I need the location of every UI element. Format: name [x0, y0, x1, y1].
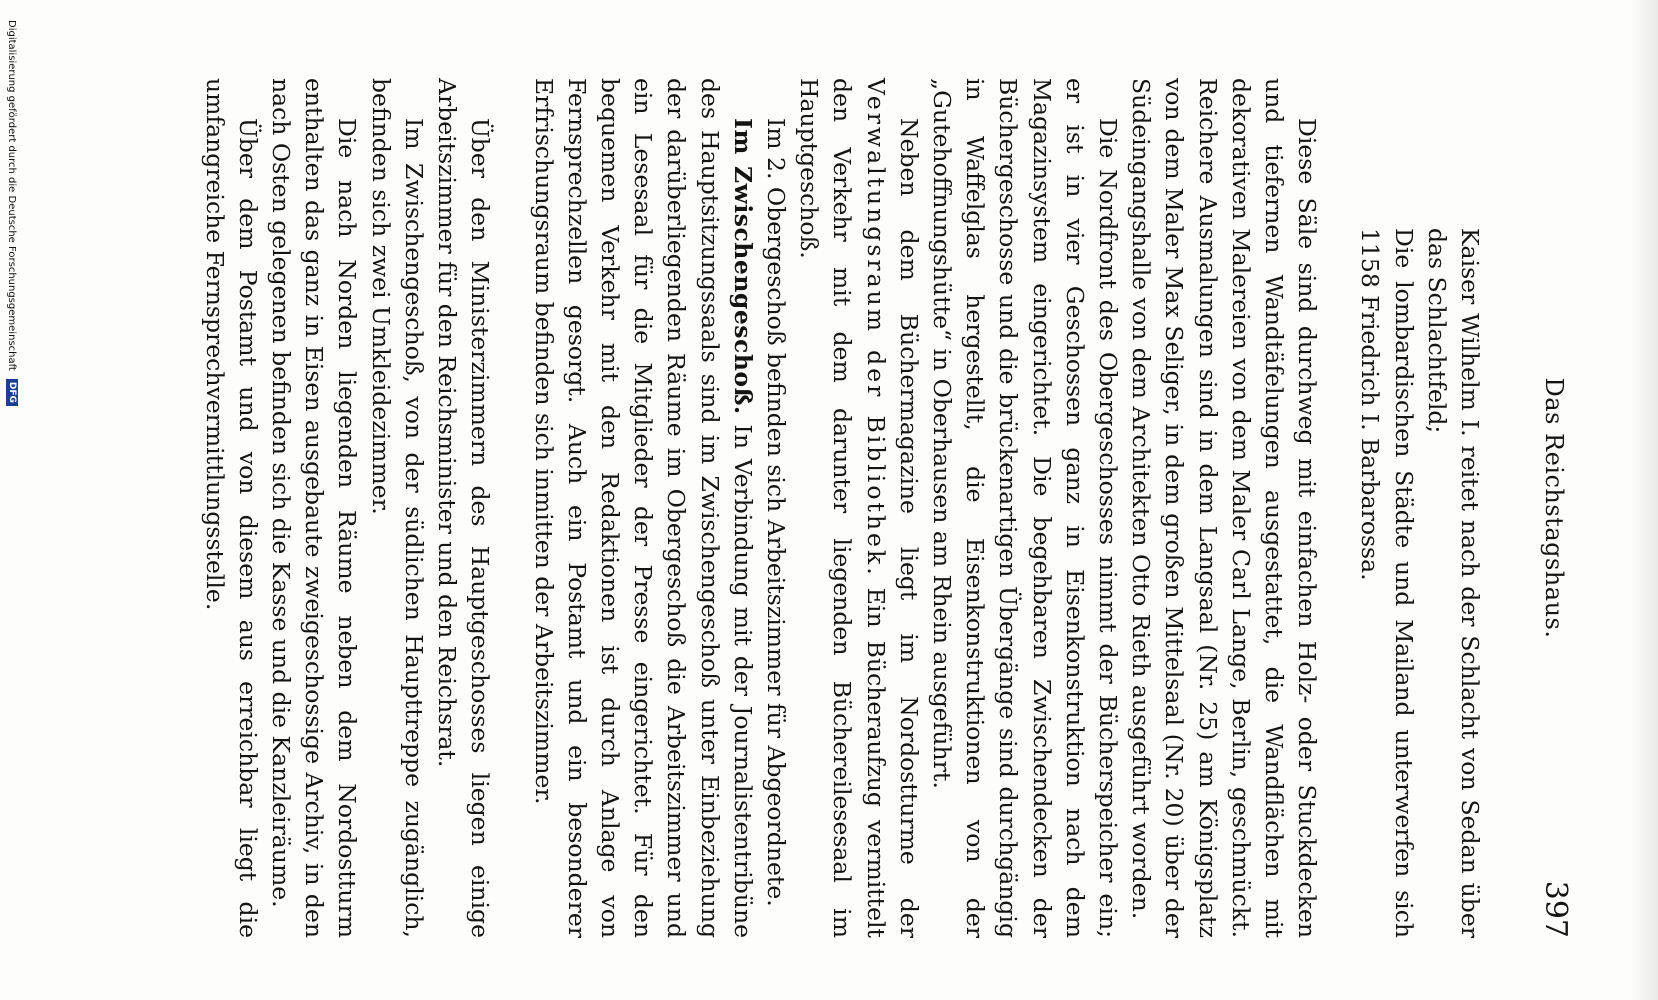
paragraph-saele: Diese Säle sind durchweg mit einfachen Holz- oder Stuckdecken und tiefernen Wandtäfelungen ausgestattet, die Wandflächen mit dekorativen Malereien von dem Maler Carl Lange, Berlin, geschmückt. Reichere Ausmalungen sind in dem Langsaal (Nr. 25) am Königsplatz von dem Maler Max Seliger, in dem großen Mittelsaal (Nr. 20) über der Südeingangshalle von dem Architekten Otto Rieth ausgeführt worden. — [1127, 78, 1322, 938]
paragraph-text: In Verbindung mit der Journalistentribüne des Hauptsitzungssaals sind im Zwischengeschoß unter Einbeziehung der darüberliegenden Räume im Obergeschoß die Arbeitszimmer und ein Lesesaal für die Mitglieder der Presse eingerichtet. Für den bequemen Verkehr mit den Redaktionen ist durch Anlage von Fernsprechzellen gesorgt. Auch ein Postamt und ein besonderer Erfrischungsraum befinden sich inmitten der Arbeitszimmer. — [529, 78, 757, 939]
dfg-logo: DFG — [6, 379, 18, 406]
list-item: Kaiser Wilhelm I. reitet nach der Schlacht von Sedan über das Schlachtfeld; — [1422, 228, 1484, 938]
page-content — [197, 78, 1572, 938]
section-heading: Im Zwischengeschoß. — [728, 118, 757, 415]
paragraph-text: Neben dem Büchermagazine liegt im Nordostturme der — [894, 118, 923, 938]
painting-list — [1353, 228, 1486, 938]
running-header — [1516, 78, 1572, 938]
paragraph-verwaltungsraum — [792, 78, 925, 938]
paragraph-text: . Ein Bücheraufzug vermittelt den Verkehr mit dem darunter liegenden Büchereilesesaal im Hauptgeschoß. — [795, 78, 890, 938]
paragraph-ministerzimmer: Über den Ministerzimmern des Hauptgeschosses liegen einige Arbeitszimmer für den Reichsminister und den Reichsrat. — [433, 78, 495, 938]
list-item: Die lombardischen Städte und Mailand unterwerfen sich 1158 Friedrich I. Barbarossa. — [1356, 228, 1418, 938]
spaced-term: Verwaltungsraum der Bibliothek — [861, 78, 890, 568]
paragraph-obergeschoss: Im 2. Obergeschoß befinden sich Arbeitszimmer für Abgeordnete. — [761, 118, 790, 907]
scan-edge-shadow — [1630, 0, 1658, 1000]
paragraph-fernsprech: Über dem Postamt und von diesem aus erreichbar liegt die umfangreiche Fernsprechvermittlungsstelle. — [200, 78, 262, 938]
paragraph-nordfront: Die Nordfront des Obergeschosses nimmt der Bücherspeicher ein; er ist in vier Geschossen ganz in Eisenkonstruktion nach dem Magazinsystem eingerichtet. Die begehbaren Zwischendecken der Büchergeschosse und die brückenartigen Übergänge sind durchgängig in Waffelglas hergestellt, die Eisenkonstruktionen von der „Gutehoffnungshütte“ in Oberhausen am Rhein ausgeführt. — [927, 78, 1122, 938]
digitization-credit — [6, 20, 18, 406]
paragraph-zwischengeschoss — [526, 78, 758, 938]
paragraph-umkleidezimmer: Im Zwischengeschoß, von der südlichen Haupttreppe zugänglich, befinden sich zwei Umkleidezimmer. — [366, 78, 428, 938]
running-header-title: Das Reichstagshaus. — [1540, 377, 1568, 639]
paragraph-archiv: Die nach Norden liegenden Räume neben dem Nordostturm enthalten das ganz in Eisen ausgebaute zweigeschossige Archiv, in den nach Osten gelegenen befinden sich die Kasse und die Kanzleiräume. — [267, 78, 362, 938]
digitization-credit-text: Digitalisierung gefördert durch die Deutsche Forschungsgemeinschaft — [6, 20, 18, 371]
page-number: 397 — [1538, 880, 1573, 938]
